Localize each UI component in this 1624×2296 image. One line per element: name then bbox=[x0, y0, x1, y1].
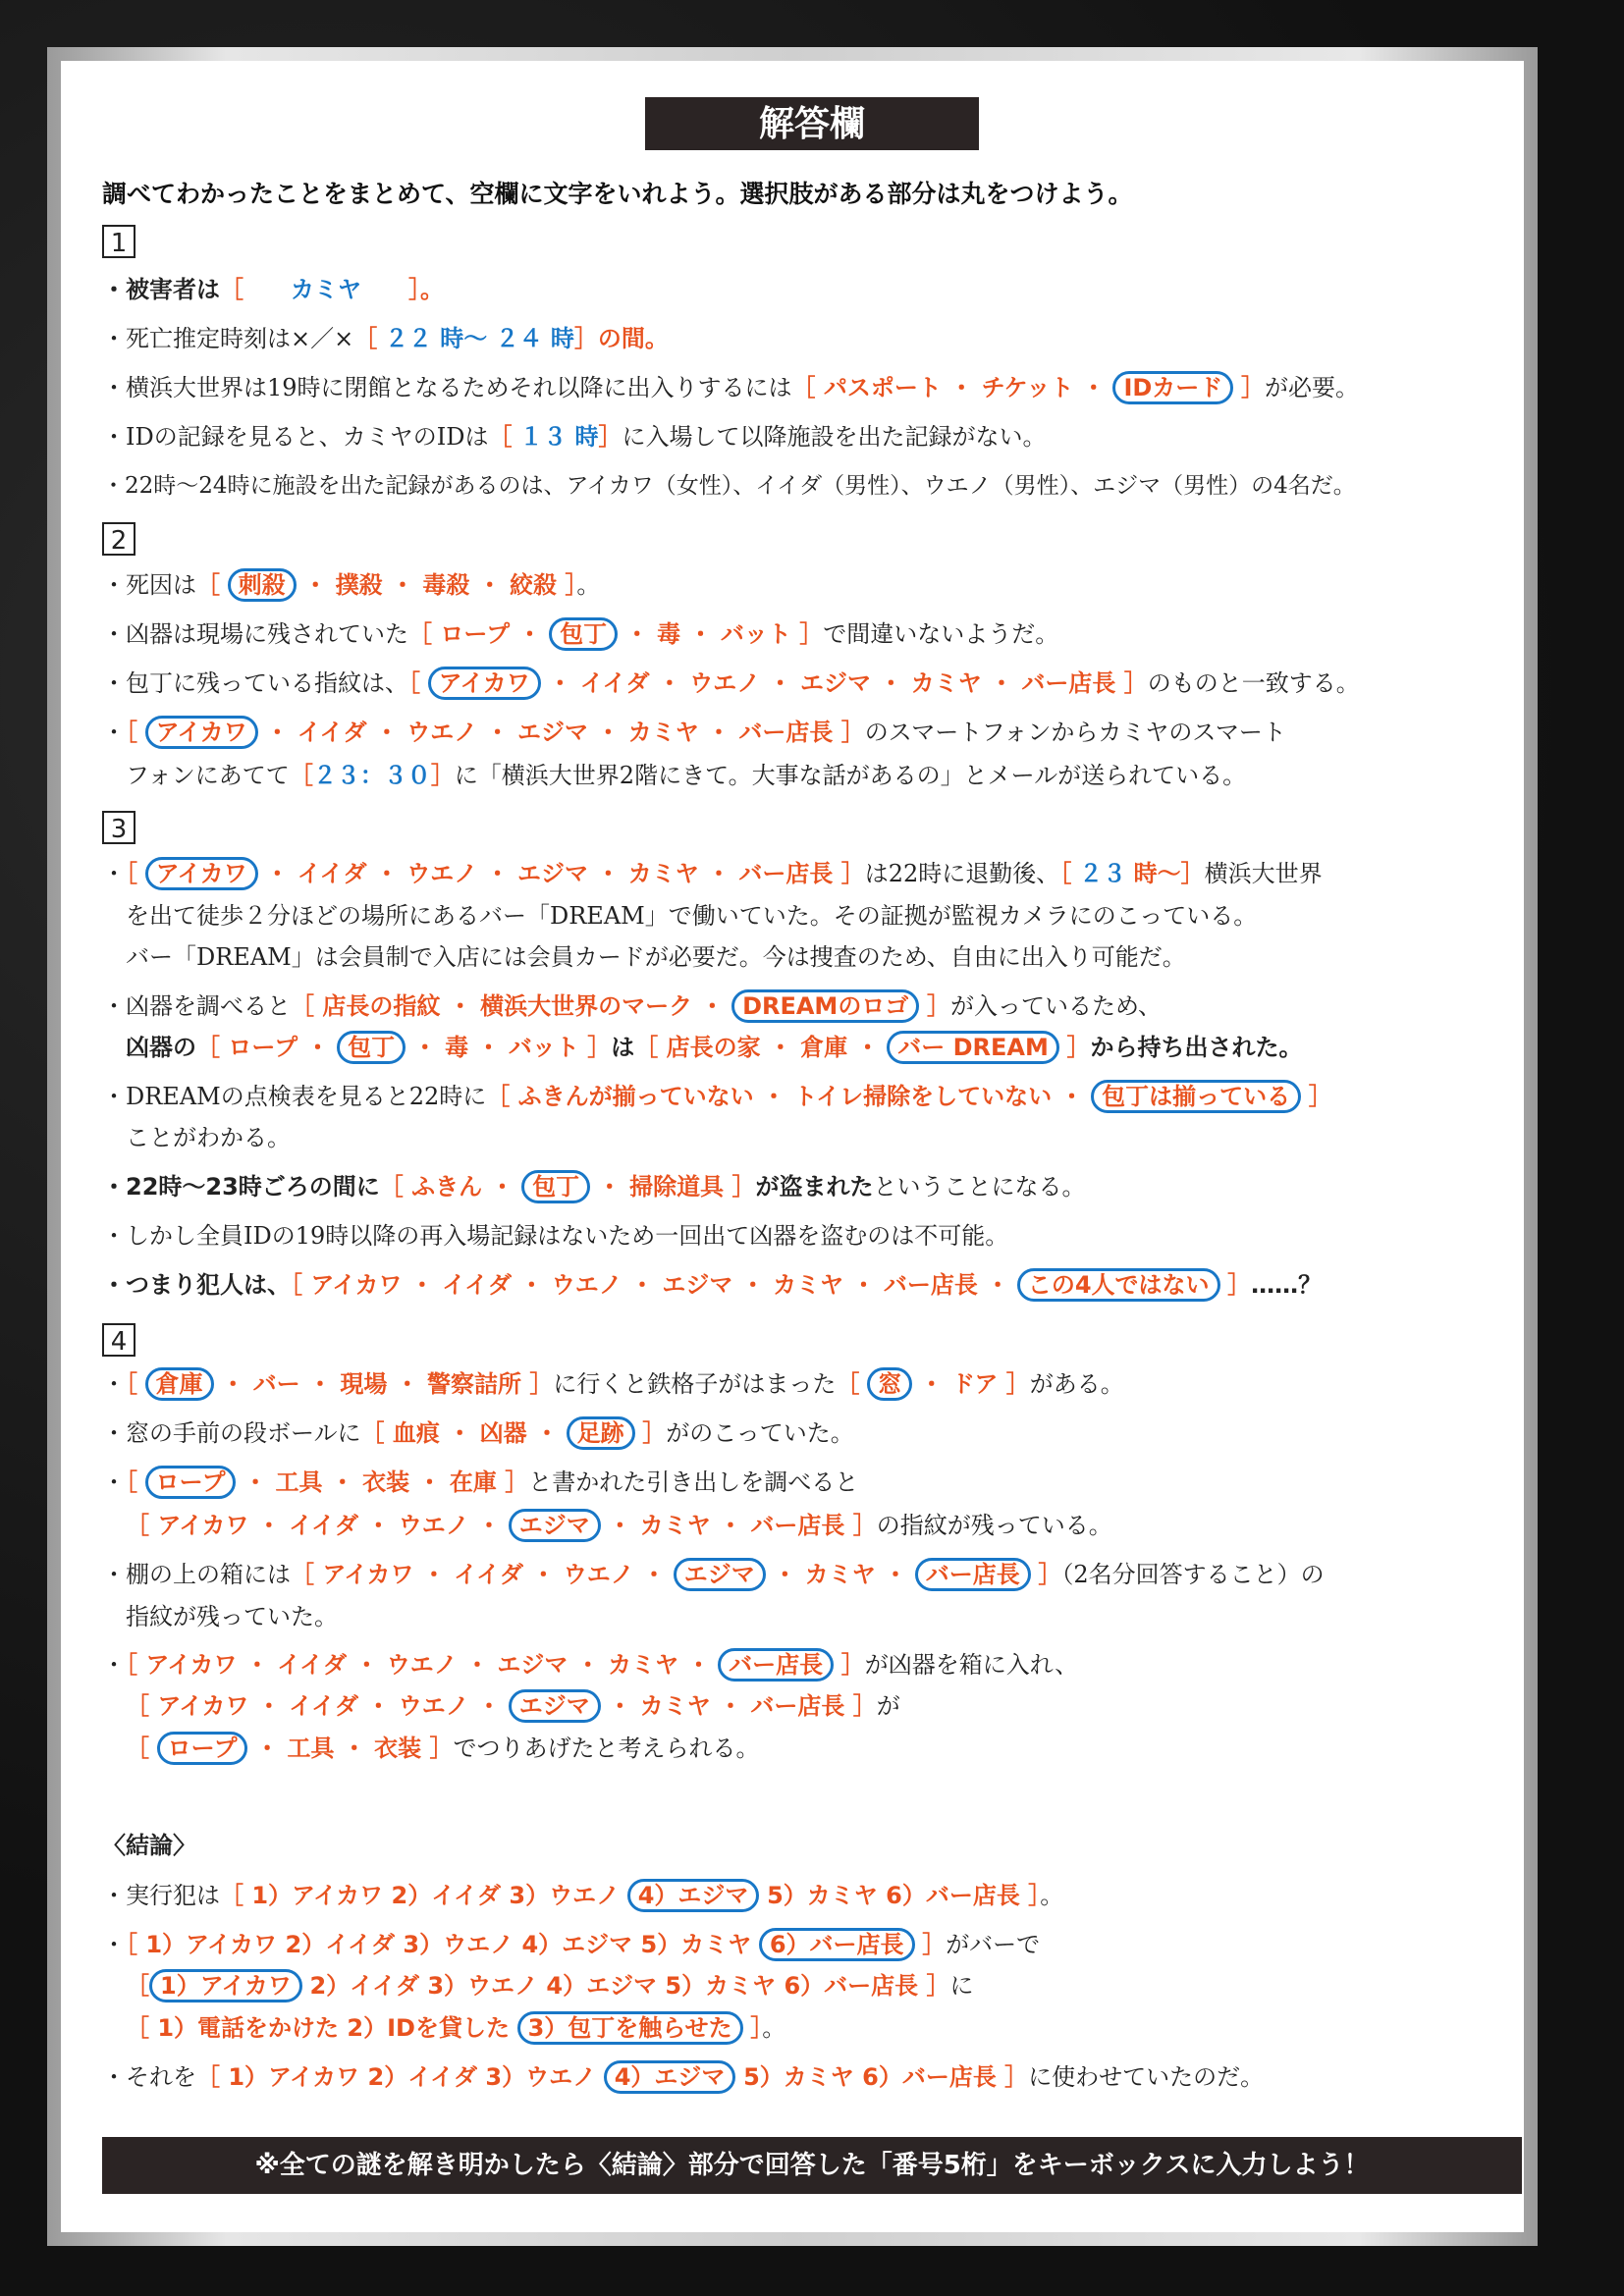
text: ・死亡推定時刻は×／× bbox=[102, 325, 354, 352]
s4-line-8 bbox=[126, 1688, 900, 1724]
instructions: 調べてわかったことをまとめて、空欄に文字をいれよう。選択肢がある部分は丸をつけよう。 bbox=[102, 180, 1133, 208]
text: ・ bbox=[102, 719, 126, 746]
circled-choice[interactable]: アイカワ bbox=[428, 667, 541, 700]
text: がのこっていた。 bbox=[666, 1419, 854, 1447]
circled-choice[interactable]: 6）バー店長 bbox=[759, 1928, 915, 1961]
s3-line-5 bbox=[126, 1030, 1303, 1065]
circled-choice[interactable]: アイカワ bbox=[145, 857, 258, 890]
circled-choice[interactable]: 包丁 bbox=[337, 1031, 406, 1064]
s4-line-5 bbox=[102, 1557, 1325, 1592]
answer-hour[interactable]: ２３ bbox=[1078, 860, 1126, 887]
s4-line-3 bbox=[102, 1465, 858, 1500]
text: ・ bbox=[102, 1651, 126, 1679]
bracket: ［ bbox=[1059, 860, 1072, 887]
bracket: ［ bbox=[196, 571, 220, 599]
circled-choice[interactable]: 包丁 bbox=[549, 617, 618, 651]
circled-choice[interactable]: 刺殺 bbox=[228, 568, 297, 602]
text: ・それを bbox=[102, 2063, 196, 2091]
s2-line-1 bbox=[102, 567, 600, 603]
text: 。 bbox=[1040, 1882, 1064, 1909]
circled-choice[interactable]: 包丁 bbox=[521, 1170, 590, 1203]
choices: ・ 毒 ・ バット ］ bbox=[624, 620, 824, 648]
s4-line-7 bbox=[102, 1647, 1078, 1682]
circled-choice[interactable]: 4）エジマ bbox=[604, 2060, 736, 2094]
text: ・実行犯は bbox=[102, 1882, 220, 1909]
circled-choice[interactable]: IDカード bbox=[1112, 371, 1233, 404]
text: ・ bbox=[102, 860, 126, 887]
choices: ・ 毒 ・ バット ］ bbox=[412, 1034, 612, 1061]
text: ・IDの記録を見ると、カミヤのIDは bbox=[102, 423, 489, 451]
choices: ・ 工具 ・ 衣装 ・ 在庫 ］ bbox=[244, 1468, 529, 1496]
text: に行くと鉄格子がはまった bbox=[553, 1370, 837, 1398]
s2-line-5 bbox=[126, 758, 1246, 793]
bracket: ［ bbox=[126, 1972, 149, 2000]
text: が盗まれた bbox=[755, 1173, 874, 1201]
bracket: ［ bbox=[126, 1468, 137, 1496]
bracket: ］ bbox=[750, 2014, 763, 2042]
circled-choice[interactable]: DREAMのロゴ bbox=[731, 989, 919, 1023]
choices: ・ ドア ］ bbox=[919, 1370, 1030, 1398]
bracket: ］ bbox=[1240, 374, 1265, 401]
choices: ・ バー ・ 現場 ・ 警察詰所 ］ bbox=[221, 1370, 554, 1398]
text: ・DREAMの点検表を見ると22時に bbox=[102, 1083, 487, 1110]
text: の指紋が残っている。 bbox=[876, 1512, 1112, 1539]
text: ・ bbox=[102, 1931, 126, 1958]
text: ということになる。 bbox=[873, 1173, 1086, 1201]
answer-entry-time[interactable]: １３ 時 bbox=[519, 423, 599, 451]
conclusion-line-2 bbox=[102, 1927, 1040, 1962]
section-4-label: 4 bbox=[102, 1323, 135, 1357]
choices: ［ パスポート ・ チケット ・ bbox=[791, 374, 1106, 401]
s4-line-1 bbox=[102, 1366, 1124, 1402]
circled-choice[interactable]: バー店長 bbox=[718, 1648, 834, 1682]
s4-line-4 bbox=[126, 1508, 1112, 1543]
answer-mail-time[interactable]: ２３：３０ bbox=[312, 762, 431, 789]
text: ・包丁に残っている指紋は、 bbox=[102, 669, 408, 697]
bracket: ［ bbox=[126, 719, 137, 746]
s3-line-3: バー「DREAM」は会員制で入店には会員カードが必要だ。今は捜査のため、自由に出入り可能だ。 bbox=[126, 943, 1186, 971]
choices: ［ アイカワ ・ イイダ ・ ウエノ ・ bbox=[126, 1692, 502, 1720]
choices: ・ イイダ ・ ウエノ ・ エジマ ・ カミヤ ・ バー店長 ］ bbox=[548, 669, 1148, 697]
choices: ［ アイカワ ・ イイダ ・ ウエノ ・ bbox=[126, 1512, 502, 1539]
s3-line-8 bbox=[102, 1169, 1086, 1204]
choices: ［ ふきん ・ bbox=[379, 1173, 514, 1201]
choices: ［ 1）アイカワ 2）イイダ 3）ウエノ bbox=[220, 1882, 621, 1909]
conclusion-line-4 bbox=[126, 2010, 785, 2046]
text: のスマートフォンからカミヤのスマート bbox=[864, 719, 1286, 746]
choices: ・ 工具 ・ 衣装 ］ bbox=[255, 1735, 454, 1762]
choices: ［ アイカワ ・ イイダ ・ ウエノ ・ bbox=[291, 1561, 667, 1588]
text: に入場して以降施設を出た記録がない。 bbox=[622, 423, 1047, 451]
s3-line-1 bbox=[102, 856, 1323, 891]
text: が bbox=[876, 1692, 900, 1720]
circled-choice[interactable]: バー DREAM bbox=[887, 1031, 1059, 1064]
bracket: ］ bbox=[1038, 1561, 1062, 1588]
section-2-label: 2 bbox=[102, 522, 135, 556]
text: ・つまり犯人は、 bbox=[102, 1271, 291, 1299]
bracket: ］ bbox=[840, 1651, 865, 1679]
circled-choice[interactable]: 足跡 bbox=[567, 1416, 635, 1450]
bracket: ］ bbox=[922, 1931, 947, 1958]
text: から持ち出された。 bbox=[1090, 1034, 1303, 1061]
answer-time[interactable]: ２２ 時〜 ２４ 時 bbox=[384, 325, 574, 352]
s3-line-10 bbox=[102, 1267, 1322, 1303]
choices: ・ カミヤ ・ バー店長 ］ bbox=[608, 1512, 877, 1539]
s3-line-4 bbox=[102, 988, 1162, 1024]
conclusion-line-1 bbox=[102, 1878, 1063, 1913]
text: で間違いないようだ。 bbox=[823, 620, 1059, 648]
text: ・ bbox=[102, 1370, 126, 1398]
bracket: ［ bbox=[488, 423, 513, 451]
text: フォンにあてて bbox=[126, 762, 290, 789]
bracket: ［ bbox=[836, 1370, 860, 1398]
choices: ［ ロープ ・ bbox=[408, 620, 542, 648]
choices: ・ 撲殺 ・ 毒殺 ・ 絞殺 ］ bbox=[303, 571, 577, 599]
conclusion-line-3 bbox=[126, 1968, 974, 2003]
circled-choice[interactable]: アイカワ bbox=[145, 716, 258, 749]
circled-choice[interactable]: 包丁は揃っている bbox=[1091, 1080, 1301, 1113]
choices: 5）カミヤ 6）バー店長 ］ bbox=[743, 2063, 1029, 2091]
answer-victim[interactable]: カミヤ bbox=[291, 276, 361, 303]
text: が必要。 bbox=[1264, 374, 1359, 401]
text: がある。 bbox=[1029, 1370, 1124, 1398]
text: ・横浜大世界は19時に閉館となるためそれ以降に出入りするには bbox=[102, 374, 792, 401]
circled-choice[interactable]: ロープ bbox=[157, 1732, 248, 1765]
choices: ・ カミヤ ・ bbox=[773, 1561, 908, 1588]
text: ・凶器を調べると bbox=[102, 992, 291, 1020]
page-title: 解答欄 bbox=[645, 97, 979, 150]
choices: ［ 1）アイカワ 2）イイダ 3）ウエノ bbox=[196, 2063, 597, 2091]
circled-choice[interactable]: ロープ bbox=[145, 1466, 237, 1499]
s1-line-4 bbox=[102, 419, 1046, 454]
s2-line-3 bbox=[102, 666, 1360, 701]
text: ……？ bbox=[1251, 1271, 1323, 1299]
choices: ［ アイカワ ・ イイダ ・ ウエノ ・ エジマ ・ カミヤ ・ バー店長 ・ bbox=[291, 1271, 1010, 1299]
circled-choice[interactable]: エジマ bbox=[674, 1558, 766, 1591]
circled-choice[interactable]: エジマ bbox=[509, 1509, 601, 1542]
conclusion-line-5 bbox=[102, 2059, 1264, 2095]
circled-choice[interactable]: 3）包丁を触らせた bbox=[517, 2011, 743, 2045]
circled-choice[interactable]: この4人ではない bbox=[1017, 1268, 1220, 1302]
choices: ・ イイダ ・ ウエノ ・ エジマ ・ カミヤ ・ バー店長 ］ bbox=[265, 860, 865, 887]
bracket: ］ bbox=[642, 1419, 667, 1447]
bracket: ］ bbox=[598, 423, 623, 451]
text: ・死因は bbox=[102, 571, 196, 599]
text: が入っているため、 bbox=[949, 992, 1163, 1020]
section-3-label: 3 bbox=[102, 811, 135, 844]
bracket: 時〜］ bbox=[1133, 860, 1205, 887]
choices: ・ イイダ ・ ウエノ ・ エジマ ・ カミヤ ・ バー店長 ］ bbox=[265, 719, 865, 746]
text: （2名分回答すること）の bbox=[1061, 1561, 1325, 1588]
s2-line-4 bbox=[102, 715, 1286, 750]
text: 。 bbox=[762, 2014, 786, 2042]
bracket: ［ bbox=[408, 669, 420, 697]
text: ・ bbox=[102, 1468, 126, 1496]
bracket: ］ bbox=[926, 992, 950, 1020]
s1-line-5: ・22時〜24時に施設を出た記録があるのは、アイカワ（女性）、イイダ（男性）、ウエノ（男性）、エジマ（男性）の4名だ。 bbox=[102, 473, 1356, 499]
s1-line-2 bbox=[102, 321, 669, 356]
s4-line-9 bbox=[126, 1731, 760, 1766]
choices: ［ 店長の指紋 ・ 横浜大世界のマーク ・ bbox=[291, 992, 725, 1020]
choices: ［ 店長の家 ・ 倉庫 ・ bbox=[634, 1034, 880, 1061]
section-1-label: 1 bbox=[102, 225, 135, 258]
s1-line-3 bbox=[102, 370, 1359, 405]
bracket: ］ bbox=[1227, 1271, 1252, 1299]
circled-choice[interactable]: 1）アイカワ bbox=[149, 1969, 302, 2002]
choices: ［ 1）電話をかけた 2）IDを貸した bbox=[126, 2014, 510, 2042]
bracket: ］ bbox=[430, 762, 455, 789]
choices: ・ 掃除道具 ］ bbox=[597, 1173, 756, 1201]
s4-line-2 bbox=[102, 1415, 854, 1451]
circled-choice[interactable]: バー店長 bbox=[915, 1558, 1031, 1591]
text: が凶器を箱に入れ、 bbox=[864, 1651, 1079, 1679]
bracket: ］。 bbox=[408, 276, 444, 303]
s3-line-9: ・しかし全員IDの19時以降の再入場記録はないため一回出て凶器を盗むのは不可能。 bbox=[102, 1222, 1009, 1250]
choices: 2）イイダ 3）ウエノ 4）エジマ 5）カミヤ 6）バー店長 ］ bbox=[309, 1972, 950, 2000]
circled-choice[interactable]: 窓 bbox=[867, 1367, 912, 1401]
text: ・被害者は bbox=[102, 276, 220, 303]
text: は22時に退勤後、 bbox=[864, 860, 1060, 887]
text: 凶器の bbox=[126, 1034, 196, 1061]
text: 横浜大世界 bbox=[1204, 860, 1323, 887]
text: ・棚の上の箱には bbox=[102, 1561, 291, 1588]
choices: ［ 1）アイカワ 2）イイダ 3）ウエノ 4）エジマ 5）カミヤ bbox=[126, 1931, 752, 1958]
s3-line-7: ことがわかる。 bbox=[126, 1124, 291, 1151]
conclusion-heading: 〈結論〉 bbox=[102, 1832, 196, 1859]
text: のものと一致する。 bbox=[1147, 669, 1360, 697]
bracket: ［ bbox=[126, 1370, 137, 1398]
text: ・凶器は現場に残されていた bbox=[102, 620, 408, 648]
s3-line-2: を出て徒歩２分ほどの場所にあるバー「DREAM」で働いていた。その証拠が監視カメラにのこっている。 bbox=[126, 902, 1258, 930]
footer-instruction: ※全ての謎を解き明かしたら〈結論〉部分で回答した「番号5桁」をキーボックスに入力しよう！ bbox=[102, 2137, 1522, 2194]
text: に bbox=[949, 1972, 974, 2000]
bracket: ［ bbox=[289, 762, 313, 789]
s4-line-6: 指紋が残っていた。 bbox=[126, 1603, 338, 1630]
choices: ［ ロープ ・ bbox=[196, 1034, 330, 1061]
text: と書かれた引き出しを調べると bbox=[528, 1468, 859, 1496]
text: ・窓の手前の段ボールに bbox=[102, 1419, 361, 1447]
s3-line-6 bbox=[102, 1079, 1332, 1114]
text: がバーで bbox=[946, 1931, 1041, 1958]
circled-choice[interactable]: エジマ bbox=[509, 1689, 601, 1723]
bracket: ［ bbox=[126, 860, 137, 887]
bracket: ］の間。 bbox=[573, 325, 669, 352]
choices: ・ カミヤ ・ バー店長 ］ bbox=[608, 1692, 877, 1720]
text: に使わせていたのだ。 bbox=[1028, 2063, 1265, 2091]
bracket: ］ bbox=[1066, 1034, 1091, 1061]
choices: ［ アイカワ ・ イイダ ・ ウエノ ・ エジマ ・ カミヤ ・ bbox=[126, 1651, 711, 1679]
choices: 5）カミヤ 6）バー店長 ］ bbox=[767, 1882, 1041, 1909]
s2-line-2 bbox=[102, 616, 1058, 652]
choices: ［ ふきんが揃っていない ・ トイレ掃除をしていない ・ bbox=[486, 1083, 1084, 1110]
bracket: ［ bbox=[220, 276, 244, 303]
circled-choice[interactable]: 倉庫 bbox=[145, 1367, 214, 1401]
bracket: ［ bbox=[353, 325, 378, 352]
circled-choice[interactable]: 4）エジマ bbox=[627, 1879, 760, 1912]
text: でつりあげたと考えられる。 bbox=[453, 1735, 760, 1762]
bracket: ］ bbox=[1308, 1083, 1332, 1110]
bracket: ［ bbox=[126, 1735, 149, 1762]
text: は bbox=[611, 1034, 635, 1061]
text: に「横浜大世界2階にきて。大事な話があるの」とメールが送られている。 bbox=[454, 762, 1247, 789]
s1-line-1 bbox=[102, 272, 444, 307]
text: 。 bbox=[576, 571, 601, 599]
choices: ［ 血痕 ・ 凶器 ・ bbox=[360, 1419, 559, 1447]
text: ・22時〜23時ごろの間に bbox=[102, 1173, 380, 1201]
